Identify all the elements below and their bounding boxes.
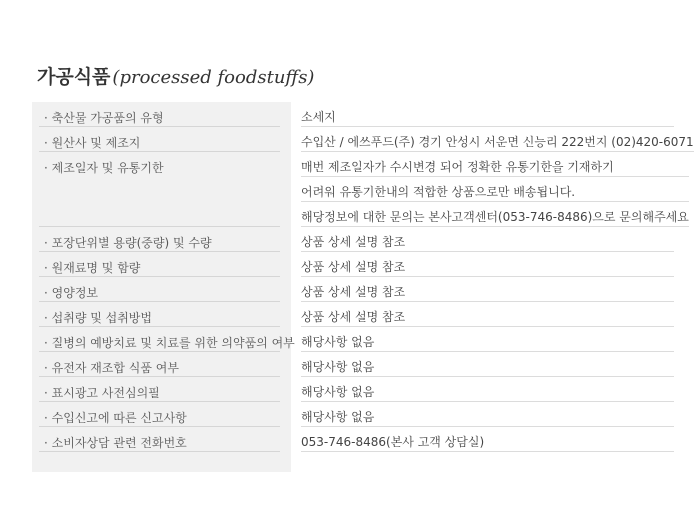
product-info-table [32,102,694,452]
info-label: · 포장단위별 용량(중량) 및 수량 [44,236,212,250]
info-label: · 유전자 재조합 식품 여부 [44,361,179,375]
info-value: 053-746-8486(본사 고객 상담실) [301,427,674,452]
info-value: 해당사항 없음 [301,402,674,427]
info-row [32,327,674,352]
info-row [32,352,674,377]
info-value: 수입산 / 에쓰푸드(주) 경기 안성시 서운면 신능리 222번지 (02)420-6071 [301,127,694,152]
title-english: (processed foodstuffs) [112,67,315,88]
info-value: 해당사항 없음 [301,377,674,402]
info-label-cell [32,302,291,327]
info-label: · 섭취량 및 섭취방법 [44,311,152,325]
info-label-cell [32,427,291,452]
row-divider [39,451,280,452]
info-label-cell [32,327,295,352]
info-row [32,252,674,277]
info-label: · 축산물 가공품의 유형 [44,111,164,125]
info-label-cell [32,277,291,302]
info-value: 매번 제조일자가 수시변경 되어 정확한 유통기한을 기재하기 [301,152,689,177]
info-label: · 질병의 예방치료 및 치료를 위한 의약품의 여부 [44,336,295,350]
info-value-cell [291,227,674,252]
info-label: · 제조일자 및 유통기한 [44,161,164,175]
info-label: · 수입신고에 따른 신고사항 [44,411,187,425]
info-value-cell [291,427,674,452]
info-value-cell [291,377,674,402]
info-value-cell [291,352,674,377]
info-label-cell [32,377,291,402]
info-value-cell [291,277,674,302]
info-value-cell [291,327,674,352]
info-row [32,152,689,227]
info-value-cell [291,152,689,227]
info-value: 상품 상세 설명 참조 [301,227,674,252]
info-value: 상품 상세 설명 참조 [301,277,674,302]
info-row [32,127,694,152]
info-row [32,227,674,252]
title-korean: 가공식품 [37,66,111,88]
info-label: · 영양정보 [44,286,98,300]
info-value-cell [291,127,694,152]
info-label-cell [32,252,291,277]
info-value-cell [291,302,674,327]
info-label-cell [32,127,291,152]
info-value-cell [291,402,674,427]
info-value: 어려워 유통기한내의 적합한 상품으로만 배송됩니다. [301,177,689,202]
info-value: 소세지 [301,102,674,127]
info-value: 해당사항 없음 [301,352,674,377]
info-row [32,302,674,327]
info-row [32,427,674,452]
info-label: · 원산사 및 제조지 [44,136,141,150]
info-label: · 표시광고 사전심의필 [44,386,160,400]
info-value: 해당사항 없음 [301,327,674,352]
info-label-cell [32,402,291,427]
info-value: 상품 상세 설명 참조 [301,302,674,327]
section-title [37,62,314,89]
info-row [32,277,674,302]
info-label: · 소비자상담 관련 전화번호 [44,436,187,450]
info-label: · 원재료명 및 함량 [44,261,141,275]
info-label-cell [32,152,291,227]
info-row [32,402,674,427]
info-row [32,377,674,402]
info-label-cell [32,352,291,377]
info-value-cell [291,252,674,277]
info-value: 상품 상세 설명 참조 [301,252,674,277]
info-row [32,102,674,127]
info-label-cell [32,227,291,252]
info-value-cell [291,102,674,127]
info-value: 해당정보에 대한 문의는 본사고객센터(053-746-8486)으로 문의해주세요 [301,202,689,227]
info-label-cell [32,102,291,127]
